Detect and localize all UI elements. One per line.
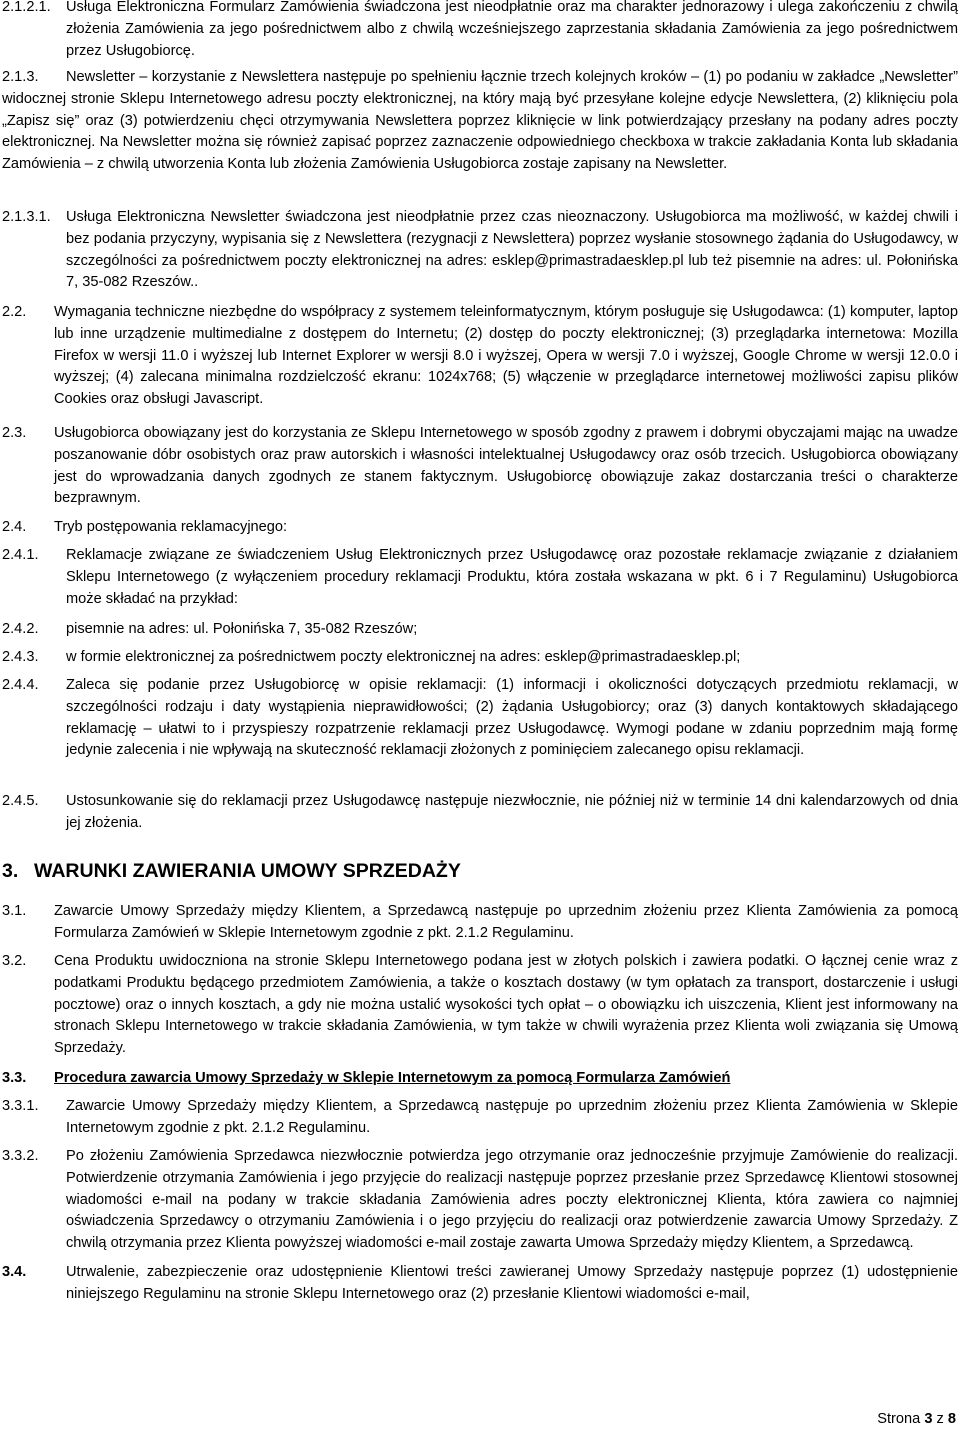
section-number: 2.1.3.1.: [2, 209, 51, 225]
section-text: Po złożeniu Zamówienia Sprzedawca niezwłocznie potwierdza jego otrzymanie oraz jednocześnie przyjmuje Zamówienie do realizacji. Potwierdzenie otrzymania Zamówienia i jego przyjęcie do realizacji następuje poprzez przesłanie przez Sprzedawcę Klientowi stosownej wiadomości e-mail na podany w trakcie składania Zamówienia adres poczty elektronicznej Klienta, która zawiera co najmniej oświadczenia Sprzedawcy o otrzymaniu Zamówienia i o jego przyjęciu do realizacji oraz potwierdzenie zawarcia Umowy Sprzedaży. Z chwilą otrzymania przez Klienta powyższej wiadomości e-mail zostaje zawarta Umowa Sprzedaży między Klientem, a Sprzedawcą.: [66, 1148, 958, 1252]
section-3-3: [2, 1068, 958, 1090]
section-3-3-1: [2, 1096, 958, 1140]
heading-title: WARUNKI ZAWIERANIA UMOWY SPRZEDAŻY: [34, 860, 461, 882]
section-2-4: [2, 517, 958, 539]
section-3-1: [2, 901, 958, 945]
section-2-2: [2, 302, 958, 412]
section-2-4-2: [2, 619, 958, 641]
section-text: Wymagania techniczne niezbędne do współpracy z systemem teleinformatycznym, którym posługuje się Usługodawca: (1) komputer, laptop lub inne urządzenie multimedialne z dostępem do Internetu; (2) dostęp do poczty elektronicznej; (3) przeglądarka internetowa: Mozilla Firefox w wersji 11.0 i wyższej lub Internet Explorer w wersji 8.0 i wyższej, Opera w wersji 7.0 i wyższej, Google Chrome w wersji 12.0.0 i wyższej; (4) zalecana minimalna rozdzielczość ekranu: 1024x768; (5) włączenie w przeglądarce internetowej możliwości zapisu plików Cookies oraz obsługi Javascript.: [54, 304, 958, 408]
section-number: 2.4.4.: [2, 677, 39, 693]
page-footer: [877, 1410, 956, 1428]
section-3-2: [2, 951, 958, 1061]
section-number: 3.3.: [2, 1070, 27, 1086]
section-number: 2.4.3.: [2, 649, 39, 665]
section-number: 2.1.2.1.: [2, 0, 51, 15]
section-3-3-2: [2, 1146, 958, 1256]
footer-of: z: [936, 1411, 944, 1427]
section-2-1-2-1: [2, 0, 958, 63]
section-3-4: [2, 1262, 958, 1306]
section-text: w formie elektronicznej za pośrednictwem poczty elektronicznej na adres: esklep@primastradaesklep.pl;: [66, 649, 741, 665]
footer-label: Strona: [877, 1411, 921, 1427]
section-2-4-4: [2, 675, 958, 785]
heading-number: 3.: [2, 860, 19, 882]
section-number: 3.2.: [2, 953, 27, 969]
section-number: 2.4.5.: [2, 793, 39, 809]
section-text: Zaleca się podanie przez Usługobiorcę w opisie reklamacji: (1) informacji i okoliczności dotyczących przedmiotu reklamacji, w szczególności rodzaju i daty wystąpienia nieprawidłowości; (2) żądania Usługobiorcy; oraz (3) danych kontaktowych składającego reklamację – ułatwi to i przyspieszy rozpatrzenie reklamacji przez Usługodawcę. Wymogi podane w zdaniu poprzednim mają formę jedynie zalecenia i nie wpływają na skuteczność reklamacji złożonych z pominięciem zalecanego opisu reklamacji.: [66, 677, 958, 759]
section-number: 3.1.: [2, 903, 27, 919]
section-number: 3.3.1.: [2, 1098, 39, 1114]
section-number: 2.4.: [2, 519, 27, 535]
section-2-4-1: [2, 545, 958, 611]
section-number: 2.2.: [2, 304, 27, 320]
section-text: Utrwalenie, zabezpieczenie oraz udostępnienie Klientowi treści zawieranej Umowy Sprzedaży następuje poprzez (1) udostępnienie niniejszego Regulaminu na stronie Sklepu Internetowego oraz (2) przesłanie Klientowi wiadomości e-mail,: [66, 1264, 958, 1302]
section-text: Cena Produktu uwidoczniona na stronie Sklepu Internetowego podana jest w złotych polskich i zawiera podatki. O łącznej cenie wraz z podatkami Produktu będącego przedmiotem Zamówienia, a także o kosztach dostawy (w tym opłatach za transport, dostarczenie i usługi pocztowe) oraz o innych kosztach, a gdy nie można ustalić wysokości tych opłat – o obowiązku ich uiszczenia, Klient jest informowany na stronach Sklepu Internetowego w trakcie składania Zamówienia, w tym także w chwili wyrażenia przez Klienta woli związania się Umową Sprzedaży.: [54, 953, 958, 1057]
section-text: Usługobiorca obowiązany jest do korzystania ze Sklepu Internetowego w sposób zgodny z prawem i dobrymi obyczajami mając na uwadze poszanowanie dóbr osobistych oraz praw autorskich i własności intelektualnej Usługodawcy oraz osób trzecich. Usługobiorca obowiązany jest do wprowadzania danych zgodnych ze stanem faktycznym. Usługobiorcę obowiązuje zakaz dostarczania treści o charakterze bezprawnym.: [54, 425, 958, 507]
section-text: Tryb postępowania reklamacyjnego:: [54, 519, 288, 535]
section-number: 2.3.: [2, 425, 27, 441]
footer-page-total: 8: [947, 1411, 956, 1427]
section-text: Procedura zawarcia Umowy Sprzedaży w Sklepie Internetowym za pomocą Formularza Zamówień: [54, 1070, 731, 1086]
section-text: Zawarcie Umowy Sprzedaży między Klientem, a Sprzedawcą następuje po uprzednim złożeniu przez Klienta Zamówienia za pomocą Formularza Zamówień w Sklepie Internetowym zgodnie z pkt. 2.1.2 Regulaminu.: [54, 903, 958, 941]
section-text: Usługa Elektroniczna Formularz Zamówienia świadczona jest nieodpłatnie oraz ma charakter jednorazowy i ulega zakończeniu z chwilą złożenia Zamówienia za jego pośrednictwem albo z chwilą wcześniejszego zaprzestania składania Zamówienia za jego pośrednictwem przez Usługobiorcę.: [66, 0, 958, 59]
section-number: 2.4.2.: [2, 621, 39, 637]
section-number: 2.1.3.: [2, 69, 39, 85]
section-text: Zawarcie Umowy Sprzedaży między Klientem, a Sprzedawcą następuje po uprzednim złożeniu przez Klienta Zamówienia w Sklepie Internetowym zgodnie z pkt. 2.1.2 Regulaminu.: [66, 1098, 958, 1136]
section-2-1-3: [2, 67, 958, 199]
section-2-1-3-1: [2, 207, 958, 295]
section-number: 2.4.1.: [2, 547, 39, 563]
section-text: Usługa Elektroniczna Newsletter świadczona jest nieodpłatnie przez czas nieoznaczony. Usługobiorca ma możliwość, w każdej chwili i bez podania przyczyny, wypisania się z Newslettera (rezygnacji z Newslettera) poprzez wysłanie stosownego żądania do Usługodawcy, w szczególności za pośrednictwem poczty elektronicznej na adres: esklep@primastradaesklep.pl lub też pisemnie na adres: ul. Połonińska 7, 35-082 Rzeszów..: [66, 209, 958, 291]
section-number: 3.4.: [2, 1264, 27, 1280]
section-text: Ustosunkowanie się do reklamacji przez Usługodawcę następuje niezwłocznie, nie później niż w terminie 14 dni kalendarzowych od dnia jej złożenia.: [66, 793, 958, 831]
section-heading-3: [2, 858, 958, 884]
footer-page-number: 3: [924, 1411, 933, 1427]
section-2-3: [2, 423, 958, 511]
section-number: 3.3.2.: [2, 1148, 39, 1164]
section-text: pisemnie na adres: ul. Połonińska 7, 35-082 Rzeszów;: [66, 621, 418, 637]
section-text: Newsletter – korzystanie z Newslettera następuje po spełnieniu łącznie trzech kolejnych kroków – (1) po podaniu w zakładce „Newsletter” widocznej stronie Sklepu Internetowego adresu poczty elektronicznej, na który mają być przesyłane kolejne edycje Newslettera, (2) kliknięciu pola „Zapisz się” oraz (3) potwierdzeniu chęci otrzymywania Newslettera poprzez kliknięcie w link potwierdzający przesłany na podany adres poczty elektronicznej. Na Newsletter można się również zapisać poprzez zaznaczenie odpowiedniego checkboxa w trakcie zakładania Konta lub składania Zamówienia – z chwilą utworzenia Konta lub złożenia Zamówienia Usługobiorca zostaje zapisany na Newsletter.: [2, 69, 958, 173]
section-2-4-5: [2, 791, 958, 835]
section-2-4-3: [2, 647, 958, 669]
section-text: Reklamacje związane ze świadczeniem Usług Elektronicznych przez Usługodawcę oraz pozostałe reklamacje związanie z działaniem Sklepu Internetowego (z wyłączeniem procedury reklamacji Produktu, która została wskazana w pkt. 6 i 7 Regulaminu) Usługobiorca może składać na przykład:: [66, 547, 958, 607]
